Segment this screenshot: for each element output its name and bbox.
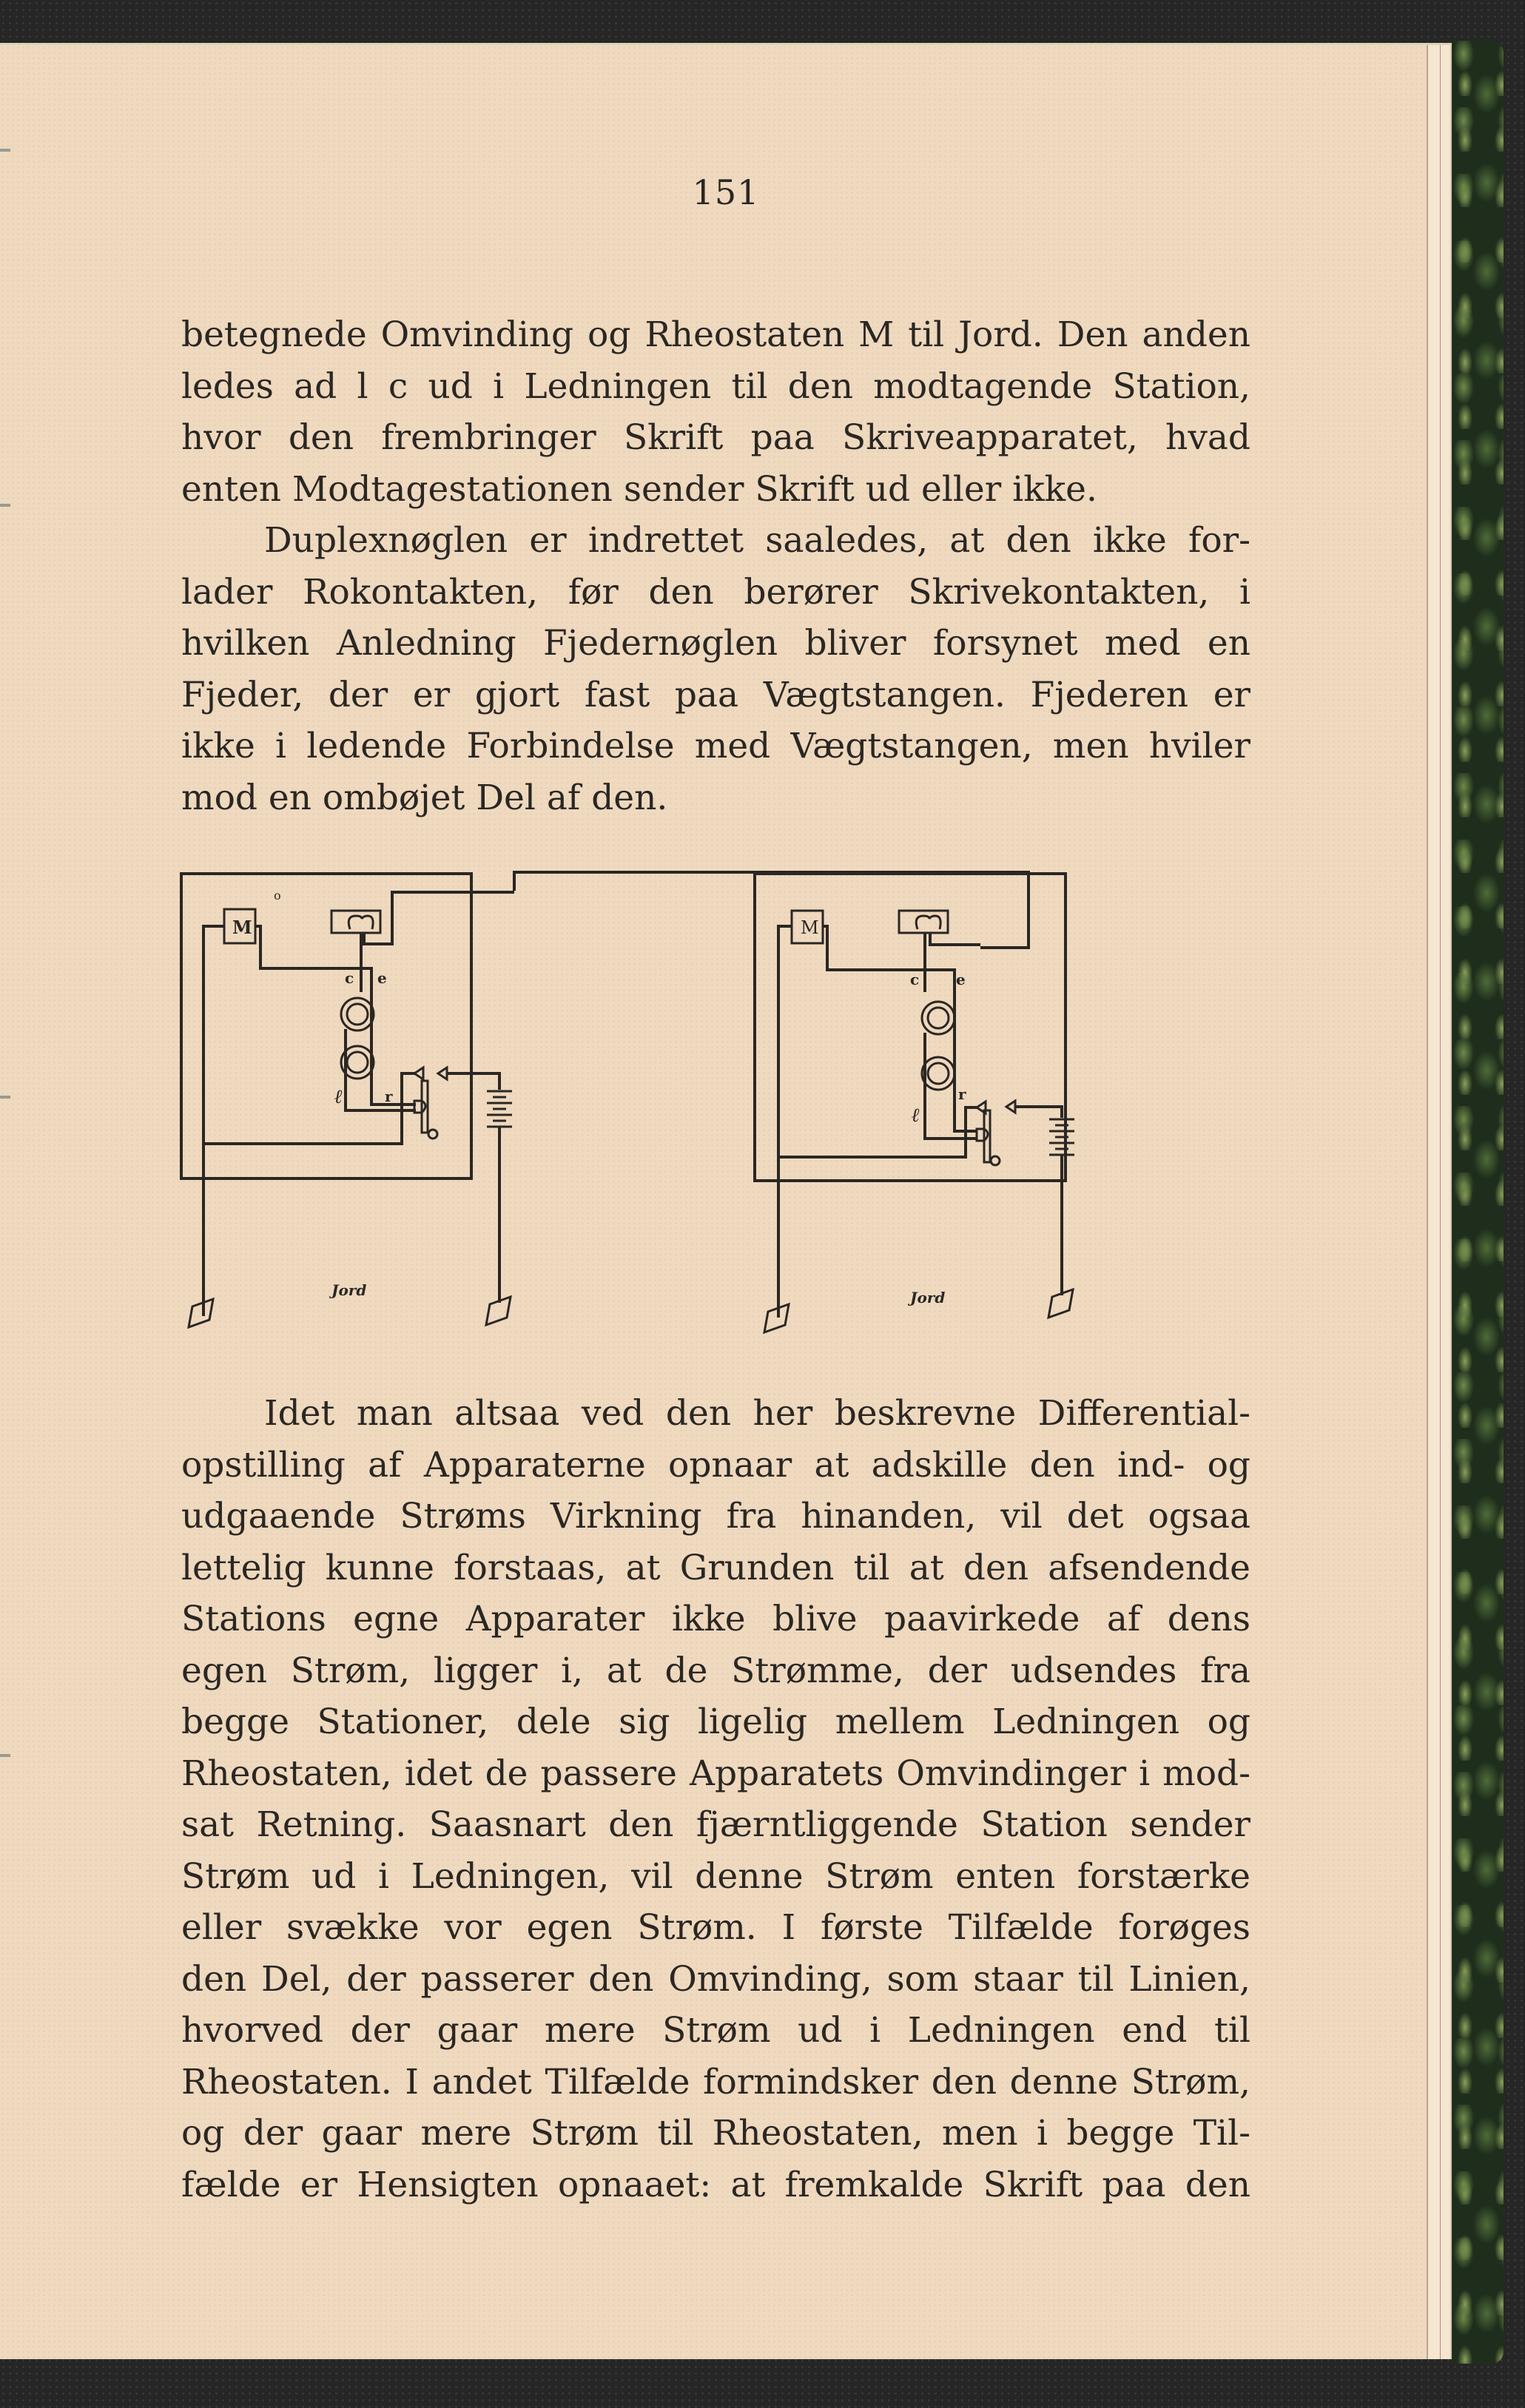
battery-icon	[487, 1091, 512, 1127]
station-left	[181, 874, 514, 1327]
text-line: fælde er Hensigten opnaaet: at fremkalde Skrift paa den	[181, 2164, 1250, 2205]
wire-key-ground	[203, 1073, 414, 1144]
text-line: betegnede Omvinding og Rheostaten M til Jord. Den anden	[181, 314, 1250, 355]
coil-label-c: c	[910, 971, 920, 988]
battery-arrow	[438, 1068, 447, 1079]
ground-label: Jord	[331, 1281, 367, 1299]
key-contact-lower	[977, 1129, 988, 1141]
rheostat-label: M	[232, 917, 252, 938]
coil-label-e: e	[377, 969, 387, 987]
duplex-circuit-figure	[170, 859, 1295, 1347]
text-line: lader Rokontakten, før den berører Skrivekontakten, i	[181, 571, 1250, 613]
coil-upper-inner	[347, 1004, 368, 1025]
text-line: hvilken Anledning Fjedernøglen bliver forsynet med en	[181, 623, 1250, 664]
ground-plate-icon	[189, 1299, 213, 1327]
ground-plate-icon	[486, 1297, 511, 1325]
text-line: den Del, der passerer den Omvinding, som staar til Linien,	[181, 1958, 1250, 2000]
coil-upper-inner	[928, 1008, 949, 1028]
wire-battery-key	[1015, 1107, 1062, 1118]
margin-mark	[0, 149, 10, 152]
book-page	[0, 43, 1452, 2359]
text-line: Duplexnøglen er indrettet saaledes, at den ikke for-	[264, 520, 1250, 561]
text-line: udgaaende Strøms Virkning fra hinanden, vil det ogsaa	[181, 1496, 1250, 1537]
text-line: sat Retning. Saasnart den fjærntliggende Station sender	[181, 1804, 1250, 1845]
text-line: eller svække vor egen Strøm. I første Tilfælde forøges	[181, 1907, 1250, 1948]
coil-label-r: r	[958, 1085, 966, 1103]
text-line: begge Stationer, dele sig ligelig mellem Ledningen og	[181, 1702, 1250, 1742]
receiver-icon	[349, 916, 373, 929]
text-line: Idet man altsaa ved den her beskrevne Differential-	[264, 1393, 1250, 1434]
wire-rheostat-coil-e	[823, 926, 955, 996]
receiver-icon	[916, 916, 940, 929]
ground-plate-icon	[1048, 1289, 1073, 1318]
ground-plate-icon	[764, 1304, 789, 1332]
text-line: ledes ad l c ud i Ledningen til den modtagende Station,	[181, 365, 1250, 407]
wire-battery-key	[447, 1073, 499, 1090]
key-knob	[991, 1156, 1000, 1165]
page-number: 151	[692, 172, 760, 212]
wire-receiver-line	[930, 933, 980, 945]
coil-lower-inner	[347, 1052, 368, 1073]
rheostat-label: M	[801, 917, 819, 938]
book-cover-edge	[1450, 41, 1504, 2364]
stray-mark: o	[274, 888, 281, 903]
text-line: mod en ombøjet Del af den.	[181, 777, 668, 818]
coil-label-c: c	[345, 969, 354, 987]
key-contact-upper	[414, 1068, 423, 1079]
coil-label-l: ℓ	[334, 1086, 343, 1108]
text-block-after-figure	[181, 1388, 1250, 2210]
battery-icon	[1049, 1119, 1074, 1155]
page-stack-edge	[1427, 45, 1452, 2359]
text-line: lettelig kunne forstaas, at Grunden til at den afsendende	[181, 1547, 1250, 1588]
text-block-before-figure	[181, 309, 1250, 823]
wire-rheostat-ground	[203, 926, 224, 1316]
wire-coil-l	[346, 1029, 416, 1110]
text-line: Stations egne Apparater ikke blive paavirkede af dens	[181, 1599, 1250, 1639]
text-line: Strøm ud i Ledningen, vil denne Strøm enten forstærke	[181, 1855, 1250, 1897]
coil-label-e: e	[956, 971, 966, 988]
text-line: Fjeder, der er gjort fast paa Vægtstangen. Fjederen er	[181, 674, 1250, 715]
wire-key-ground	[778, 1107, 977, 1157]
wire-coil-l	[925, 1033, 977, 1139]
text-line: og der gaar mere Strøm til Rheostaten, men i begge Til-	[181, 2113, 1250, 2154]
ground-label: Jord	[910, 1289, 946, 1306]
line-connection	[514, 872, 1029, 948]
text-line: egen Strøm, ligger i, at de Strømme, der udsendes fra	[181, 1650, 1250, 1691]
text-line: ikke i ledende Forbindelse med Vægtstangen, men hviler	[181, 726, 1250, 766]
margin-mark	[0, 1754, 10, 1757]
text-line: hvorved der gaar mere Strøm ud i Ledningen end til	[181, 2010, 1250, 2051]
coil-label-l: ℓ	[912, 1104, 920, 1127]
key-contact-lower	[414, 1101, 425, 1113]
text-line: opstilling af Apparaterne opnaar at adskille den ind- og	[181, 1444, 1250, 1485]
margin-mark	[0, 1096, 10, 1099]
text-line: enten Modtagestationen sender Skrift ud eller ikke.	[181, 468, 1097, 510]
wire-receiver-line	[364, 892, 514, 944]
text-line: hvor den frembringer Skrift paa Skriveapparatet, hvad	[181, 417, 1250, 458]
station-right	[755, 874, 1074, 1332]
circuit-diagram	[170, 859, 1295, 1347]
wire-coil-r	[371, 996, 416, 1104]
text-line: Rheostaten, idet de passere Apparatets Omvindinger i mod-	[181, 1753, 1250, 1794]
wire-rheostat-coil-e	[255, 926, 371, 996]
battery-arrow	[1006, 1101, 1015, 1113]
margin-mark	[0, 504, 10, 507]
coil-label-r: r	[385, 1087, 393, 1105]
text-line: Rheostaten. I andet Tilfælde formindsker den denne Strøm,	[181, 2061, 1250, 2102]
coil-lower-inner	[928, 1063, 949, 1084]
key-knob	[428, 1130, 437, 1139]
wire-rheostat-ground	[778, 926, 792, 1318]
